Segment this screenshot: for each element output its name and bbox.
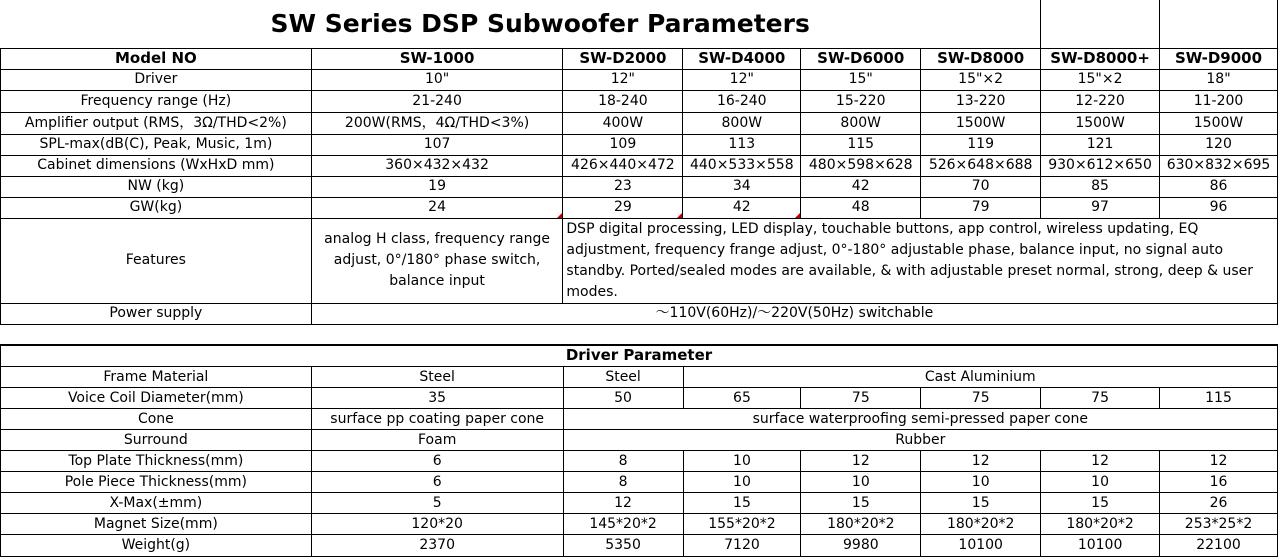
model-name: SW-D8000+ [1041, 48, 1160, 69]
features-sw1000: analog H class, frequency range adjust, 0°/180° phase switch, balance input [311, 218, 563, 303]
cell: surface pp coating paper cone [311, 409, 563, 430]
cell: 29 [563, 197, 683, 218]
model-name: SW-D9000 [1160, 48, 1278, 69]
cell: 10 [683, 451, 801, 472]
cell: 7120 [683, 535, 801, 557]
cell: Steel [311, 367, 563, 388]
cell: 5 [311, 493, 563, 514]
row-label: Driver [1, 69, 312, 90]
cell: 96 [1160, 197, 1278, 218]
cell: 19 [311, 176, 563, 197]
cell: 75 [1041, 388, 1160, 409]
driver-row [1, 69, 1278, 90]
cell: 6 [311, 451, 563, 472]
cell: 11-200 [1160, 90, 1278, 112]
cell: 107 [311, 134, 563, 155]
power-value: ～110V(60Hz)/～220V(50Hz) switchable [311, 303, 1277, 324]
cell: 75 [921, 388, 1041, 409]
cell: 16 [1160, 472, 1278, 493]
cell: 15"×2 [1041, 69, 1160, 90]
row-label: X-Max(±mm) [1, 493, 312, 514]
row-label: Features [1, 218, 312, 303]
nw-row [1, 176, 1278, 197]
model-label: Model NO [1, 48, 312, 69]
cell: 24 [311, 197, 563, 218]
pole-piece-row [1, 472, 1278, 493]
model-name: SW-D6000 [801, 48, 921, 69]
model-name: SW-1000 [311, 48, 563, 69]
frequency-row [1, 90, 1278, 112]
cell: 15" [801, 69, 921, 90]
cell: 10 [1041, 472, 1160, 493]
cell: 120*20 [311, 514, 563, 535]
cell: 22100 [1160, 535, 1278, 557]
cell: 15 [683, 493, 801, 514]
cell: 5350 [563, 535, 683, 557]
cell: 10 [801, 472, 921, 493]
row-label: Cabinet dimensions (WxHxD mm) [1, 155, 312, 176]
cell: 12 [563, 493, 683, 514]
cell: 15 [801, 493, 921, 514]
cell: 1500W [1041, 112, 1160, 134]
cell: 79 [921, 197, 1041, 218]
cell: 23 [563, 176, 683, 197]
cell: Foam [311, 430, 563, 451]
cell: 800W [801, 112, 921, 134]
cell: 75 [801, 388, 921, 409]
cell: 35 [311, 388, 563, 409]
cell: 12 [1160, 451, 1278, 472]
cell: 85 [1041, 176, 1160, 197]
cell: 15 [921, 493, 1041, 514]
cell: 12 [1041, 451, 1160, 472]
cell: 440×533×558 [683, 155, 801, 176]
row-label: Cone [1, 409, 312, 430]
row-label: Frame Material [1, 367, 312, 388]
cell: 15 [1041, 493, 1160, 514]
cell: 8 [563, 451, 683, 472]
cell: 12-220 [1041, 90, 1160, 112]
cell: 800W [683, 112, 801, 134]
cone-row [1, 409, 1278, 430]
cell: Cast Aluminium [683, 367, 1278, 388]
cell: 10100 [921, 535, 1041, 557]
row-label: GW(kg) [1, 197, 312, 218]
cell: 113 [683, 134, 801, 155]
cell: 253*25*2 [1160, 514, 1278, 535]
cell: 65 [683, 388, 801, 409]
gw-row [1, 197, 1278, 218]
cell: 12" [683, 69, 801, 90]
row-label: Frequency range (Hz) [1, 90, 312, 112]
cell: 200W(RMS，4Ω/THD<3%) [311, 112, 563, 134]
cell: 109 [563, 134, 683, 155]
model-name: SW-D8000 [921, 48, 1041, 69]
cell: 155*20*2 [683, 514, 801, 535]
cell: 48 [801, 197, 921, 218]
cell: 97 [1041, 197, 1160, 218]
cell: 1500W [1160, 112, 1278, 134]
features-dsp: DSP digital processing, LED display, touchable buttons, app control, wireless updating, EQ adjustment, frequency frange adjust, 0°-180° adjustable phase, balance input, no signal auto standby. Ported/sealed modes are available, & with adjustable preset normal, strong, deep & user modes. [563, 218, 1278, 303]
cell: Rubber [563, 430, 1277, 451]
cell: 86 [1160, 176, 1278, 197]
cell: 119 [921, 134, 1041, 155]
row-label: Voice Coil Diameter(mm) [1, 388, 312, 409]
cell: 10100 [1041, 535, 1160, 557]
spl-row [1, 134, 1278, 155]
cell: 426×440×472 [563, 155, 683, 176]
cell: 400W [563, 112, 683, 134]
cell: 180*20*2 [921, 514, 1041, 535]
row-label: Power supply [1, 303, 312, 324]
cell: 8 [563, 472, 683, 493]
row-label: Surround [1, 430, 312, 451]
cell: 10 [921, 472, 1041, 493]
cell: 10 [683, 472, 801, 493]
cell: 10" [311, 69, 563, 90]
row-label: Top Plate Thickness(mm) [1, 451, 312, 472]
model-name: SW-D2000 [563, 48, 683, 69]
cell: 70 [921, 176, 1041, 197]
page-title: SW Series DSP Subwoofer Parameters [1, 0, 1041, 48]
cell: 630×832×695 [1160, 155, 1278, 176]
row-label: Amplifier output (RMS，3Ω/THD<2%) [1, 112, 312, 134]
voice-coil-row [1, 388, 1278, 409]
cell: 18-240 [563, 90, 683, 112]
cell: 12 [801, 451, 921, 472]
cell: 360×432×432 [311, 155, 563, 176]
xmax-row [1, 493, 1278, 514]
cell: 16-240 [683, 90, 801, 112]
magnet-row [1, 514, 1278, 535]
model-name: SW-D4000 [683, 48, 801, 69]
row-label: SPL-max(dB(C), Peak, Music, 1m) [1, 134, 312, 155]
weight-row [1, 535, 1278, 557]
cell: 50 [563, 388, 683, 409]
row-label: NW (kg) [1, 176, 312, 197]
cell: 9980 [801, 535, 921, 557]
row-label: Pole Piece Thickness(mm) [1, 472, 312, 493]
cell: 180*20*2 [801, 514, 921, 535]
frame-row [1, 367, 1278, 388]
cell: 115 [801, 134, 921, 155]
top-plate-row [1, 451, 1278, 472]
cell: 15"×2 [921, 69, 1041, 90]
power-row [1, 303, 1278, 324]
row-label: Magnet Size(mm) [1, 514, 312, 535]
cell: 930×612×650 [1041, 155, 1160, 176]
cell: Steel [563, 367, 683, 388]
cell: 1500W [921, 112, 1041, 134]
cell: 26 [1160, 493, 1278, 514]
cell: surface waterproofing semi-pressed paper cone [563, 409, 1277, 430]
cell: 6 [311, 472, 563, 493]
cell: 15-220 [801, 90, 921, 112]
section-title: Driver Parameter [1, 345, 1278, 367]
cell: 12" [563, 69, 683, 90]
cell: 120 [1160, 134, 1278, 155]
cell: 480×598×628 [801, 155, 921, 176]
cell: 2370 [311, 535, 563, 557]
cell: 115 [1160, 388, 1278, 409]
surround-row [1, 430, 1278, 451]
cabinet-row [1, 155, 1278, 176]
cell: 121 [1041, 134, 1160, 155]
row-label: Weight(g) [1, 535, 312, 557]
features-row [1, 218, 1278, 303]
cell: 12 [921, 451, 1041, 472]
cell: 42 [801, 176, 921, 197]
cell: 42 [683, 197, 801, 218]
amplifier-row [1, 112, 1278, 134]
driver-table [0, 344, 1278, 557]
cell: 18" [1160, 69, 1278, 90]
model-row [1, 48, 1278, 69]
cell: 180*20*2 [1041, 514, 1160, 535]
cell: 34 [683, 176, 801, 197]
cell: 145*20*2 [563, 514, 683, 535]
cell: 13-220 [921, 90, 1041, 112]
cell: 21-240 [311, 90, 563, 112]
cell: 526×648×688 [921, 155, 1041, 176]
